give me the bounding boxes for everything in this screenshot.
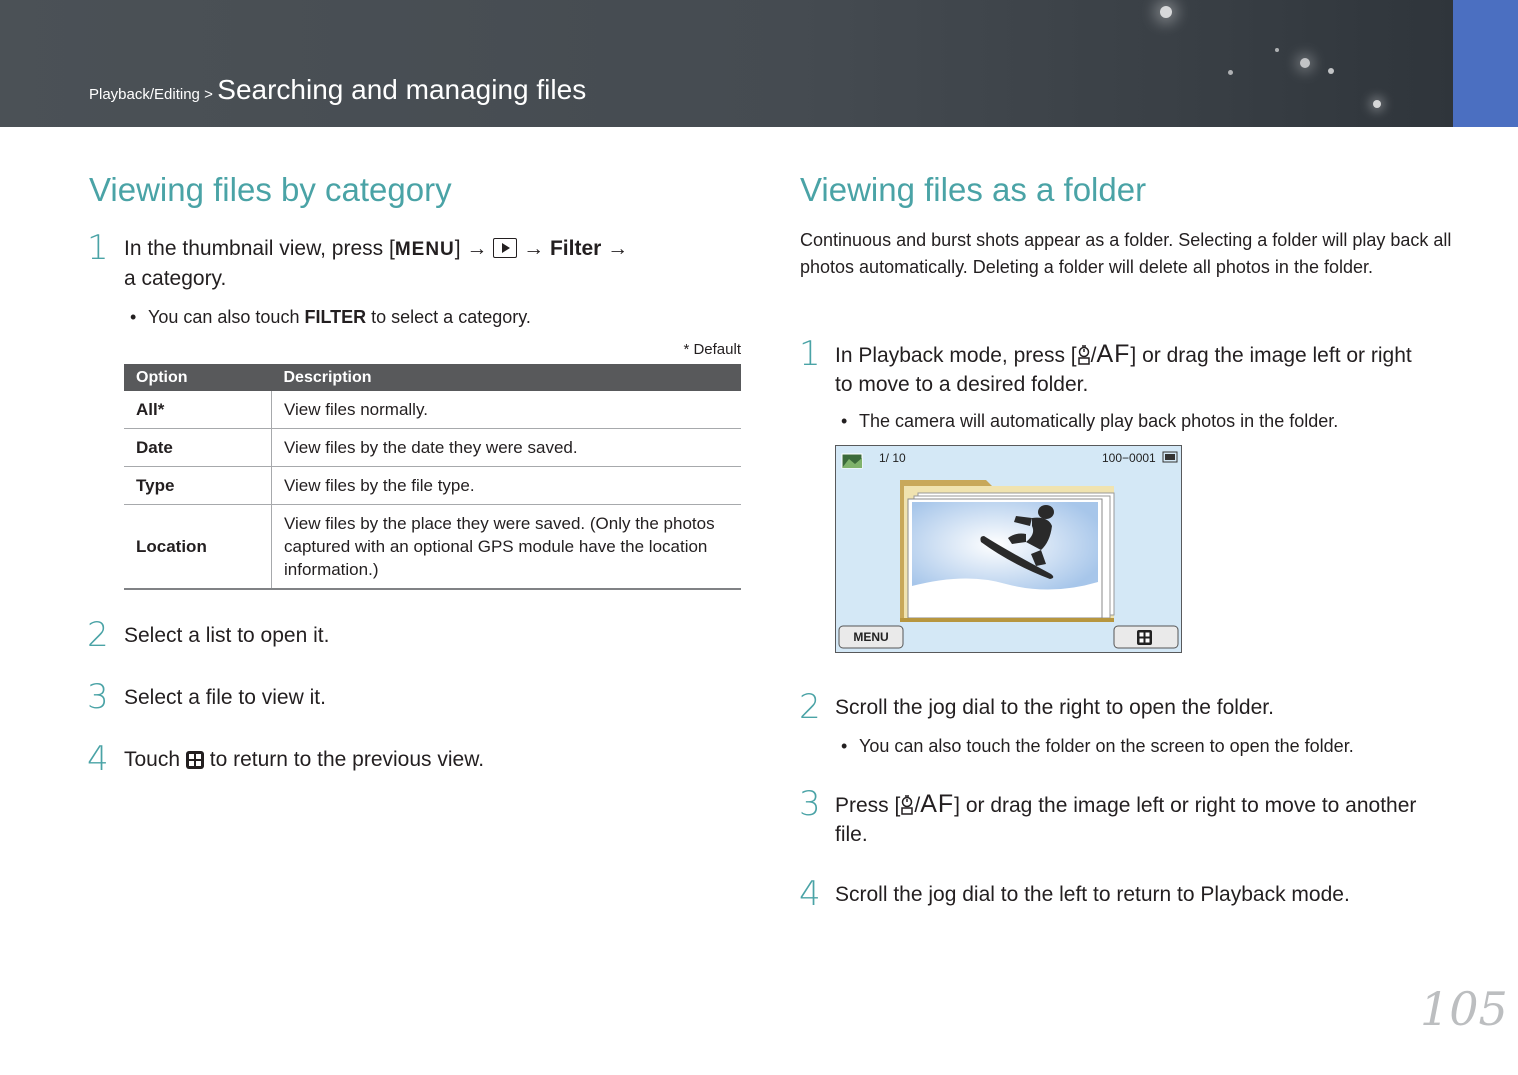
timer-icon: [900, 795, 914, 815]
table-row: All* View files normally.: [124, 391, 741, 429]
breadcrumb-section: Playback/Editing >: [89, 86, 213, 103]
step-2-text: Select a list to open it.: [124, 624, 330, 647]
thumbnail-view-icon: [186, 751, 204, 769]
step-number: 2: [799, 687, 821, 727]
af-label: AF: [920, 790, 955, 818]
column-header: Description: [272, 364, 742, 391]
step-number: 2: [87, 615, 109, 655]
filter-options-table: [124, 364, 741, 590]
column-header: Option: [124, 364, 272, 391]
photo-mode-icon: [842, 454, 862, 468]
camera-screen-illustration: [835, 445, 1182, 653]
photo-counter: 1/ 10: [879, 451, 906, 465]
playback-icon: [493, 238, 517, 258]
step-4-text: Scroll the jog dial to the left to return to Playback mode.: [835, 883, 1350, 906]
step-1-bullet: • You can also touch FILTER to select a category.: [148, 305, 531, 329]
timer-icon: [1077, 345, 1091, 365]
breadcrumb: [89, 74, 586, 106]
step-number: 1: [799, 334, 821, 374]
file-number: 100−0001: [1102, 451, 1156, 465]
table-row: Type View files by the file type.: [124, 467, 741, 505]
default-note: * Default: [683, 341, 741, 358]
step-3-text: Press [ /AF] or drag the image left or right to move to another file.: [835, 790, 1417, 846]
step-4-text: Touch to return to the previous view.: [124, 748, 485, 771]
step-number: 4: [87, 739, 109, 779]
camera-screen-graphic: [836, 446, 1181, 652]
menu-button-label[interactable]: MENU: [853, 630, 889, 644]
af-label: AF: [1096, 340, 1131, 368]
table-row: Date View files by the date they were saved.: [124, 429, 741, 467]
step-1-bullet: • The camera will automatically play back photos in the folder.: [859, 409, 1338, 433]
step-2-text: Scroll the jog dial to the right to open the folder.: [835, 696, 1274, 719]
header-banner: [0, 0, 1453, 127]
page-title: Searching and managing files: [217, 74, 587, 105]
step-number: 4: [799, 874, 821, 914]
intro-paragraph: Continuous and burst shots appear as a folder. Selecting a folder will play back all photos automatically. Deleting a folder will delete all photos in the folder.: [800, 230, 1452, 277]
chapter-tab: [1453, 0, 1518, 127]
step-3-text: Select a file to view it.: [124, 686, 326, 709]
step-number: 3: [799, 784, 821, 824]
step-2-bullet: • You can also touch the folder on the screen to open the folder.: [859, 734, 1354, 758]
step-number: 1: [87, 228, 109, 268]
left-heading: Viewing files by category: [89, 171, 452, 208]
page-number: 105: [1420, 982, 1508, 1036]
right-heading: Viewing files as a folder: [800, 171, 1147, 208]
step-1-text: In Playback mode, press [ /AF] or drag the image left or right to move to a desired folder.: [835, 340, 1412, 396]
filter-label: Filter: [549, 237, 602, 260]
step-number: 3: [87, 677, 109, 717]
menu-icon: MENU: [394, 239, 455, 260]
step-1-text: In the thumbnail view, press [MENU] → → Filter → a category.: [124, 237, 629, 290]
table-row: Location View files by the place they were saved. (Only the photos captured with an optional GPS module have the location information.): [124, 505, 741, 590]
